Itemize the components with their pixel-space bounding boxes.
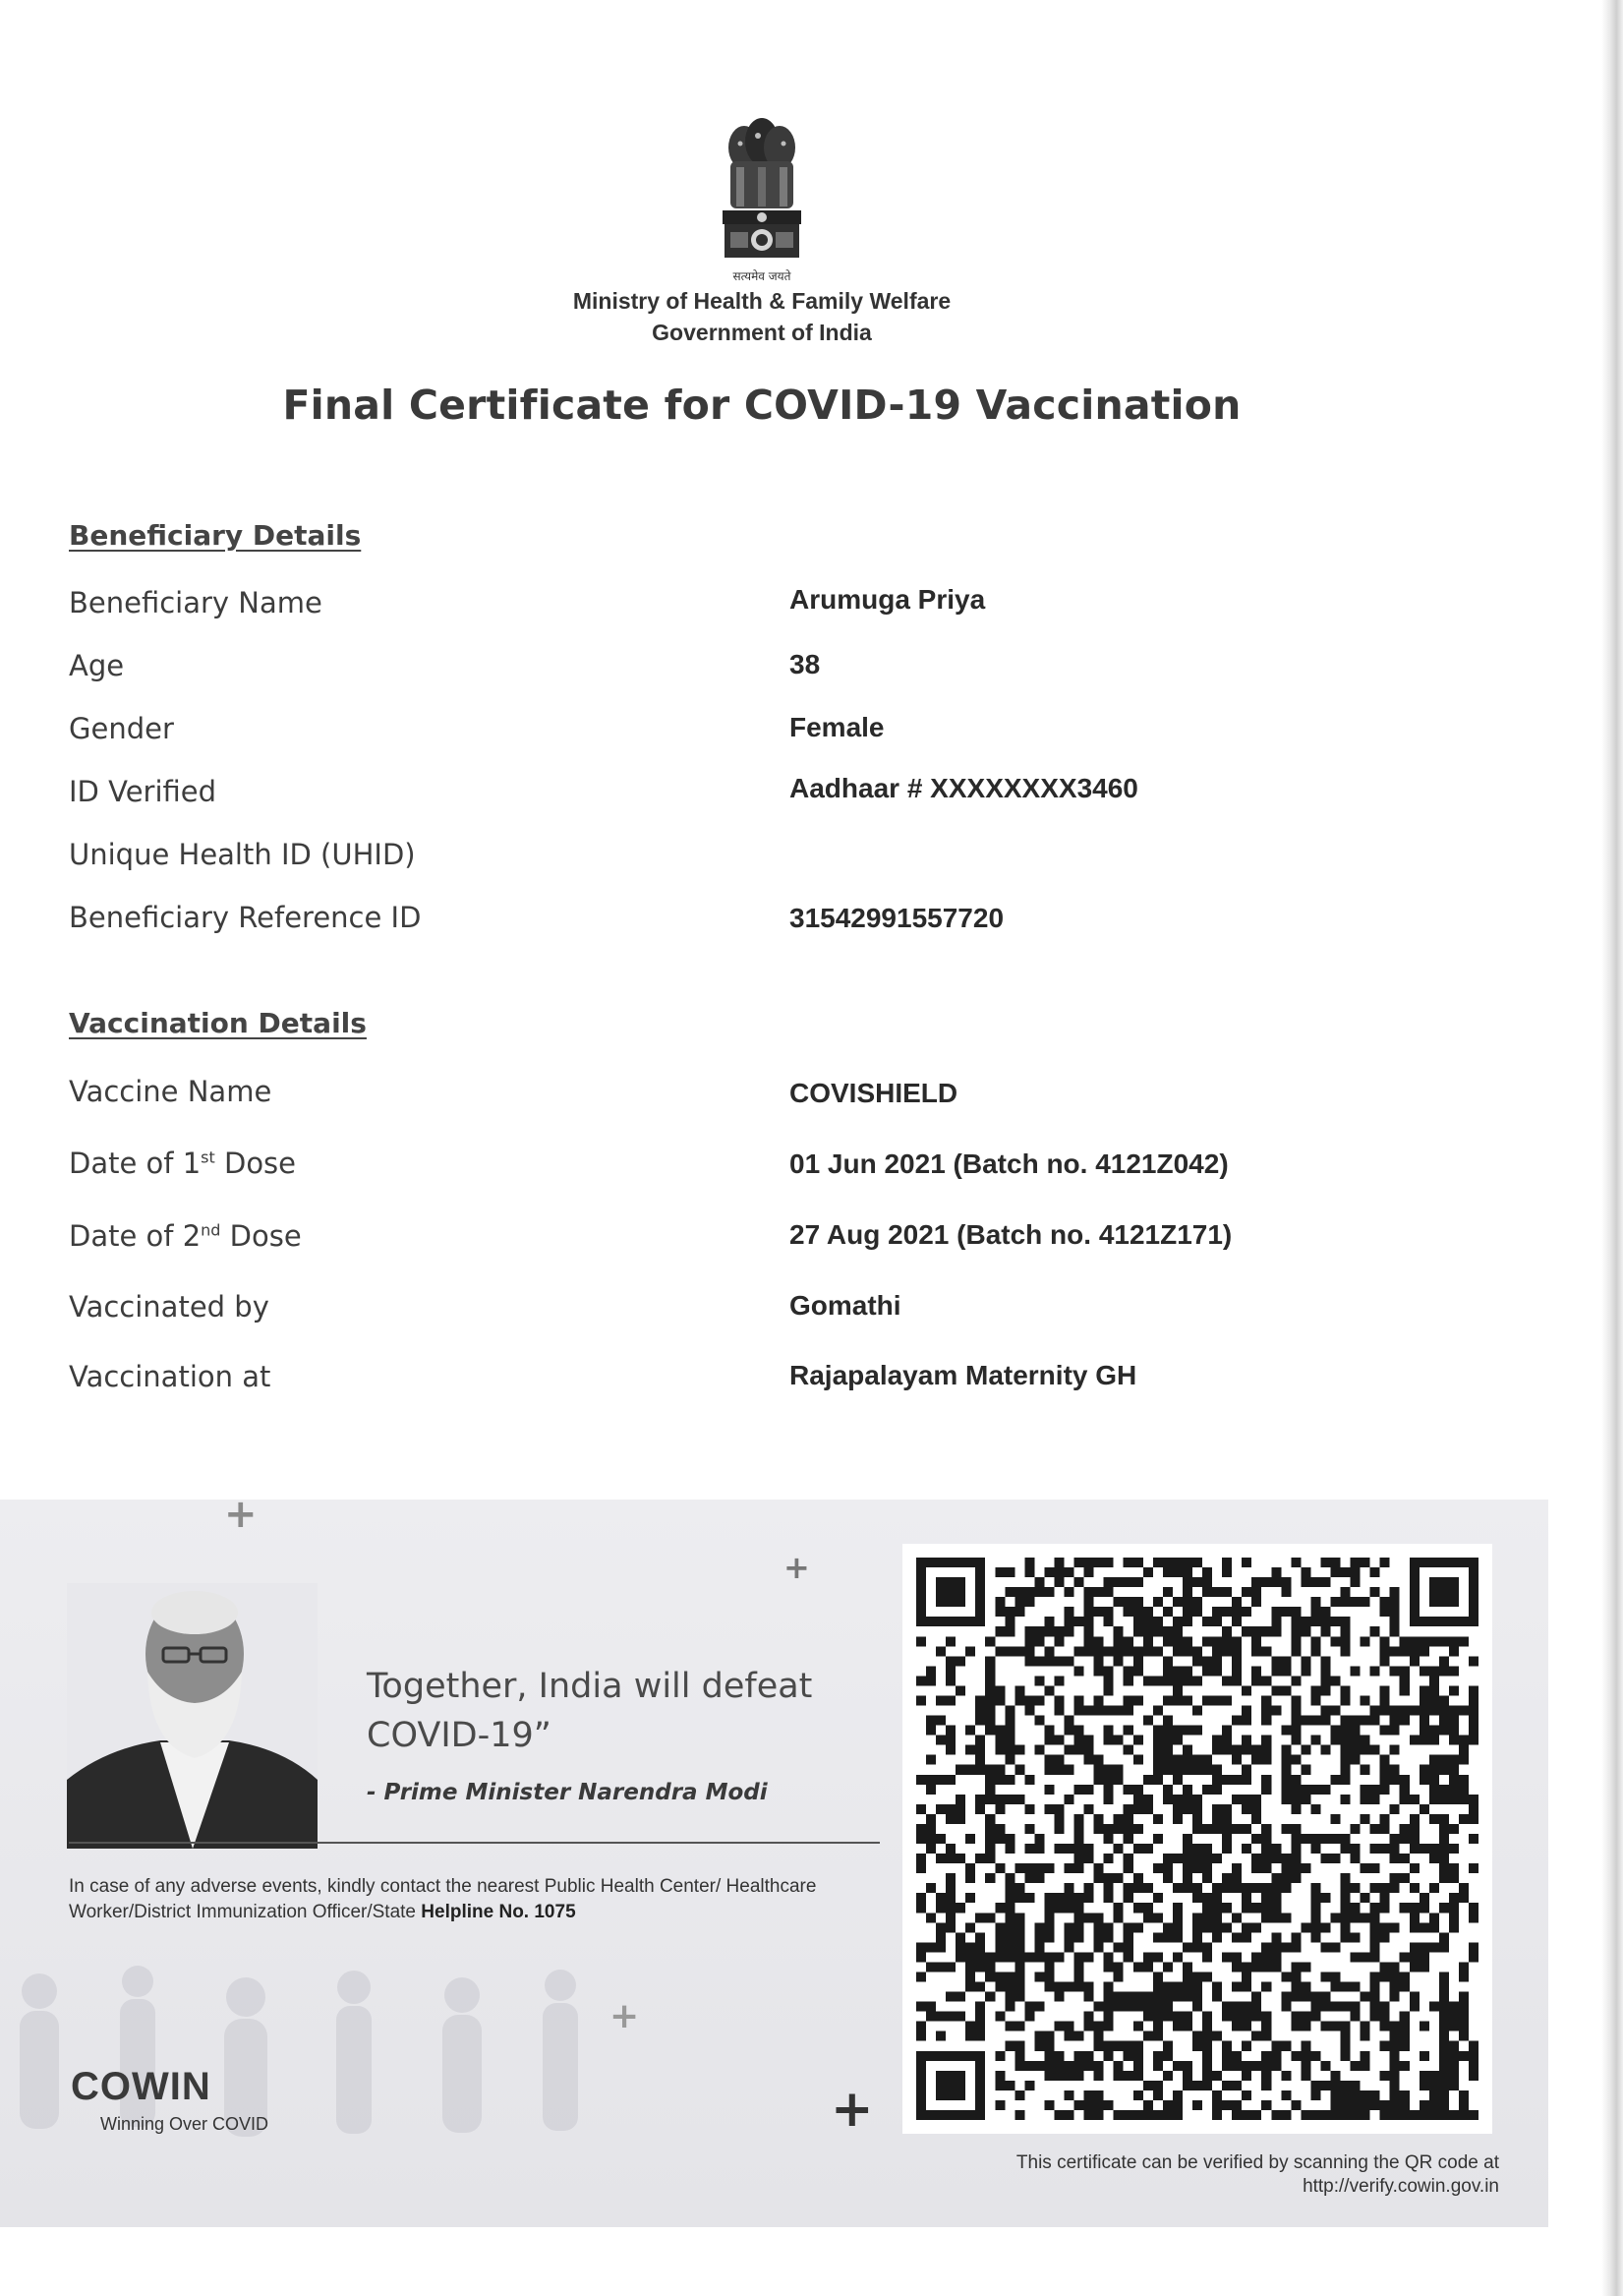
dose1-label-prefix: Date of 1 bbox=[69, 1147, 202, 1180]
beneficiary-name-label: Beneficiary Name bbox=[69, 586, 322, 619]
gender-row bbox=[69, 712, 1445, 761]
verification-qr-code-icon[interactable] bbox=[916, 1558, 1478, 2120]
vaccination-at-label: Vaccination at bbox=[69, 1360, 271, 1393]
page-edge-shadow bbox=[1601, 0, 1623, 2296]
dose1-label-suffix: Dose bbox=[214, 1147, 297, 1180]
verification-note-text: This certificate can be verified by scanning the QR code at bbox=[1015, 2152, 1499, 2173]
adverse-events-notice bbox=[69, 1874, 895, 1925]
ministry-name: Ministry of Health & Family Welfare bbox=[572, 288, 952, 314]
dose2-value: 27 Aug 2021 (Batch no. 4121Z171) bbox=[789, 1219, 1233, 1250]
pm-quote-attribution: - Prime Minister Narendra Modi bbox=[367, 1780, 768, 1805]
dose1-row bbox=[69, 1147, 1445, 1196]
vaccinated-by-value: Gomathi bbox=[789, 1290, 901, 1321]
id-verified-row bbox=[69, 775, 1445, 824]
age-value: 38 bbox=[789, 649, 821, 679]
verification-note bbox=[944, 2151, 1499, 2199]
reference-id-label: Beneficiary Reference ID bbox=[69, 901, 422, 934]
plus-decoration-icon: + bbox=[783, 1549, 810, 1586]
prime-minister-portrait bbox=[67, 1583, 318, 1849]
uhid-row bbox=[69, 838, 1445, 887]
dose2-row bbox=[69, 1219, 1445, 1268]
dose1-value: 01 Jun 2021 (Batch no. 4121Z042) bbox=[789, 1148, 1229, 1179]
id-verified-label: ID Verified bbox=[69, 775, 217, 808]
uhid-label: Unique Health ID (UHID) bbox=[69, 838, 416, 871]
pm-quote-line-2: COVID-19” bbox=[367, 1716, 551, 1755]
plus-decoration-icon: + bbox=[831, 2080, 874, 2139]
cowin-logo: COWIN bbox=[71, 2065, 211, 2108]
plus-decoration-icon: + bbox=[224, 1492, 258, 1537]
vaccination-at-row bbox=[69, 1360, 1445, 1409]
vaccinated-by-row bbox=[69, 1290, 1445, 1339]
verification-url[interactable]: http://verify.cowin.gov.in bbox=[1303, 2176, 1499, 2197]
reference-id-value: 31542991557720 bbox=[789, 903, 1005, 933]
pm-quote bbox=[367, 1662, 878, 1760]
vaccination-at-value: Rajapalayam Maternity GH bbox=[789, 1360, 1137, 1390]
vaccination-details-heading: Vaccination Details bbox=[69, 1007, 367, 1039]
pm-quote-line-1: Together, India will defeat bbox=[367, 1667, 813, 1706]
vaccinated-by-label: Vaccinated by bbox=[69, 1290, 269, 1324]
reference-id-row bbox=[69, 901, 1445, 950]
page-title: Final Certificate for COVID-19 Vaccination bbox=[282, 382, 1242, 429]
vaccine-name-value: COVISHIELD bbox=[789, 1078, 958, 1108]
beneficiary-name-value: Arumuga Priya bbox=[789, 584, 986, 615]
vaccine-name-row bbox=[69, 1075, 1445, 1124]
beneficiary-details-heading: Beneficiary Details bbox=[69, 519, 362, 552]
gender-value: Female bbox=[789, 712, 885, 742]
age-label: Age bbox=[69, 649, 125, 682]
id-verified-value: Aadhaar # XXXXXXXX3460 bbox=[789, 773, 1138, 803]
government-name: Government of India bbox=[652, 320, 872, 345]
dose2-label-prefix: Date of 2 bbox=[69, 1219, 202, 1253]
dose2-label-suffix: Dose bbox=[220, 1219, 302, 1253]
age-row bbox=[69, 649, 1445, 698]
emblem-motto: सत्यमेव जयते bbox=[732, 269, 791, 283]
banner-divider bbox=[69, 1842, 880, 1844]
cowin-tagline: Winning Over COVID bbox=[100, 2114, 269, 2134]
national-emblem-icon bbox=[715, 118, 809, 265]
dose2-ordinal-suffix: nd bbox=[201, 1220, 221, 1240]
adverse-events-notice-text: In case of any adverse events, kindly contact the nearest Public Health Center/ Healthcare Worker/District Immunization Officer/State bbox=[69, 1876, 817, 1922]
verification-qr-code-container bbox=[902, 1544, 1492, 2134]
beneficiary-name-row bbox=[69, 586, 1445, 635]
certificate-header bbox=[0, 118, 1524, 347]
gender-label: Gender bbox=[69, 712, 174, 745]
plus-decoration-icon: + bbox=[609, 1996, 640, 2036]
vaccine-name-label: Vaccine Name bbox=[69, 1075, 272, 1108]
dose2-label bbox=[69, 1219, 302, 1253]
dose1-ordinal-suffix: st bbox=[201, 1148, 215, 1167]
helpline-number: Helpline No. 1075 bbox=[421, 1902, 576, 1922]
dose1-label bbox=[69, 1147, 296, 1180]
